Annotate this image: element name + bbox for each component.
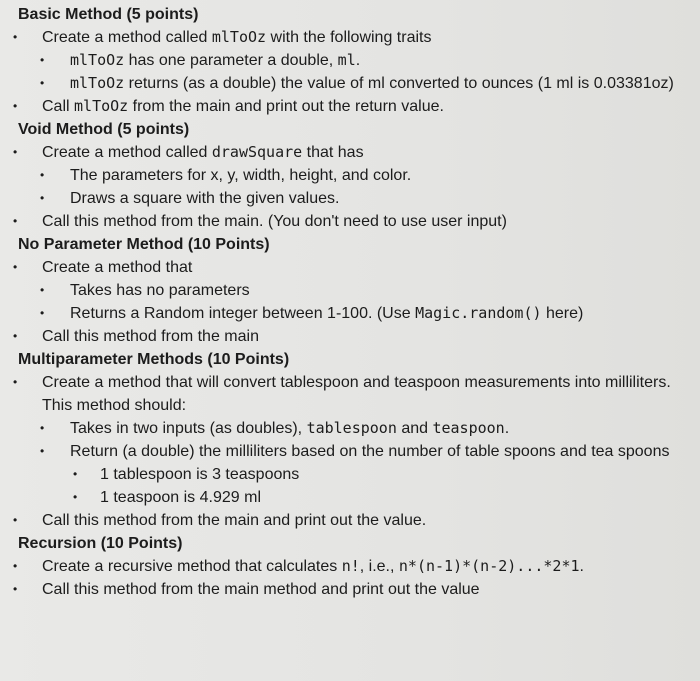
code-term: mlToOz (70, 74, 125, 92)
code-term: drawSquare (211, 143, 303, 161)
text-segment: Call this method from the main method and print out the value (42, 581, 480, 598)
list-item (13, 141, 690, 164)
list-item-text (70, 190, 339, 207)
list-item (18, 440, 690, 463)
list-item-text (42, 213, 507, 230)
bullet-icon: • (13, 30, 18, 44)
list-item (13, 95, 690, 118)
code-term: n! (341, 557, 360, 575)
text-segment: . (355, 52, 361, 69)
bullet-icon: • (13, 145, 18, 159)
text-segment: Call this method from the main and print out the value. (42, 512, 427, 529)
bullet-icon: • (40, 76, 45, 90)
text-segment: , i.e., (359, 558, 399, 575)
bullet-icon: • (13, 329, 18, 343)
bullet-icon: • (13, 99, 18, 113)
bullet-icon: • (13, 582, 18, 596)
list-item (18, 279, 690, 302)
code-term: mlToOz (211, 28, 267, 46)
code-term: teaspoon (432, 419, 505, 437)
text-segment: The parameters for x, y, width, height, and color. (70, 167, 412, 184)
list-item-text (42, 328, 259, 345)
text-segment: Returns a Random integer between 1-100. (Use (70, 305, 416, 322)
bullet-icon: • (40, 53, 45, 67)
section (13, 532, 690, 601)
bullet-icon: • (40, 421, 45, 435)
text-segment: and (396, 420, 433, 437)
section-title: Basic Method (5 points) (18, 6, 199, 23)
text-segment: Return (a double) the milliliters based on the number of table spoons and tea spoons (70, 443, 670, 460)
list-item-text (70, 282, 250, 299)
text-segment: Call this method from the main (42, 328, 259, 345)
list-item (13, 256, 690, 279)
bullet-icon: • (13, 559, 18, 573)
text-segment: returns (as a double) the value of ml converted to ounces (1 ml is 0.03381oz) (124, 75, 674, 92)
list-item-text (42, 98, 444, 115)
section-title: Recursion (10 Points) (18, 535, 183, 552)
list-item-text (70, 167, 411, 184)
list-item (18, 164, 690, 187)
list-item (13, 509, 690, 532)
text-segment: Create a method called (42, 144, 212, 161)
text-segment: that has (302, 144, 364, 161)
list-item-text (42, 259, 192, 276)
list-item (18, 72, 690, 95)
text-segment: Takes has no parameters (70, 282, 250, 299)
section (13, 3, 690, 118)
bullet-icon: • (40, 444, 45, 458)
list-item-text (42, 29, 431, 46)
bullet-icon: • (40, 283, 45, 297)
list-item-text (100, 466, 299, 483)
list-item (18, 302, 690, 325)
list-item-text (70, 305, 583, 322)
list-item-text (70, 75, 674, 92)
list-item (13, 555, 690, 578)
list-item-text (70, 420, 509, 437)
text-segment: with the following traits (266, 29, 432, 46)
bullet-icon: • (13, 260, 18, 274)
code-term: Magic.random() (415, 304, 542, 322)
text-segment: has one parameter a double, (124, 52, 338, 69)
code-term: mlToOz (70, 51, 125, 69)
bullet-icon: • (73, 490, 78, 504)
text-segment: 1 tablespoon is 3 teaspoons (100, 466, 300, 483)
list-item-text (70, 443, 669, 460)
list-item-text (42, 374, 671, 414)
section-title: Void Method (5 points) (18, 121, 190, 138)
list-item-text (100, 489, 261, 506)
text-segment: Create a method that will convert tablespoon and teaspoon measurements into milliliters. This method should: (42, 374, 671, 414)
bullet-icon: • (40, 306, 45, 320)
code-term: ml (337, 51, 356, 69)
assignment-content (13, 3, 690, 601)
bullet-icon: • (13, 214, 18, 228)
text-segment: Takes in two inputs (as doubles), (70, 420, 307, 437)
text-segment: here) (541, 305, 584, 322)
list-item-text (70, 52, 360, 69)
list-item (13, 26, 690, 49)
list-item (13, 210, 690, 233)
list-item (13, 371, 690, 417)
list-item (18, 187, 690, 210)
list-item-text (42, 558, 584, 575)
list-item-text (42, 512, 426, 529)
text-segment: Call (42, 98, 75, 115)
bullet-icon: • (40, 191, 45, 205)
code-term: tablespoon (306, 419, 397, 437)
list-item (18, 463, 690, 486)
list-item (18, 486, 690, 509)
text-segment: 1 teaspoon is 4.929 ml (100, 489, 261, 506)
section (13, 348, 690, 532)
text-segment: Create a method that (42, 259, 193, 276)
text-segment: Create a method called (42, 29, 212, 46)
text-segment: Call this method from the main. (You don't need to use user input) (42, 213, 507, 230)
bullet-icon: • (40, 168, 45, 182)
text-segment: . (579, 558, 584, 575)
text-segment: from the main and print out the return value. (128, 98, 444, 115)
text-segment: Create a recursive method that calculates (42, 558, 342, 575)
section (13, 233, 690, 348)
section-title: No Parameter Method (10 Points) (18, 236, 270, 253)
section-title: Multiparameter Methods (10 Points) (18, 351, 290, 368)
list-item-text (42, 581, 480, 598)
code-term: mlToOz (74, 97, 129, 115)
list-item (13, 325, 690, 348)
text-segment: Draws a square with the given values. (70, 190, 340, 207)
bullet-icon: • (13, 513, 18, 527)
list-item (18, 417, 690, 440)
text-segment: . (504, 420, 510, 437)
section (13, 118, 690, 233)
bullet-icon: • (13, 375, 18, 389)
bullet-icon: • (73, 467, 78, 481)
list-item (13, 578, 690, 601)
code-term: n*(n-1)*(n-2)...*2*1 (398, 557, 580, 575)
list-item-text (42, 144, 364, 161)
list-item (18, 49, 690, 72)
